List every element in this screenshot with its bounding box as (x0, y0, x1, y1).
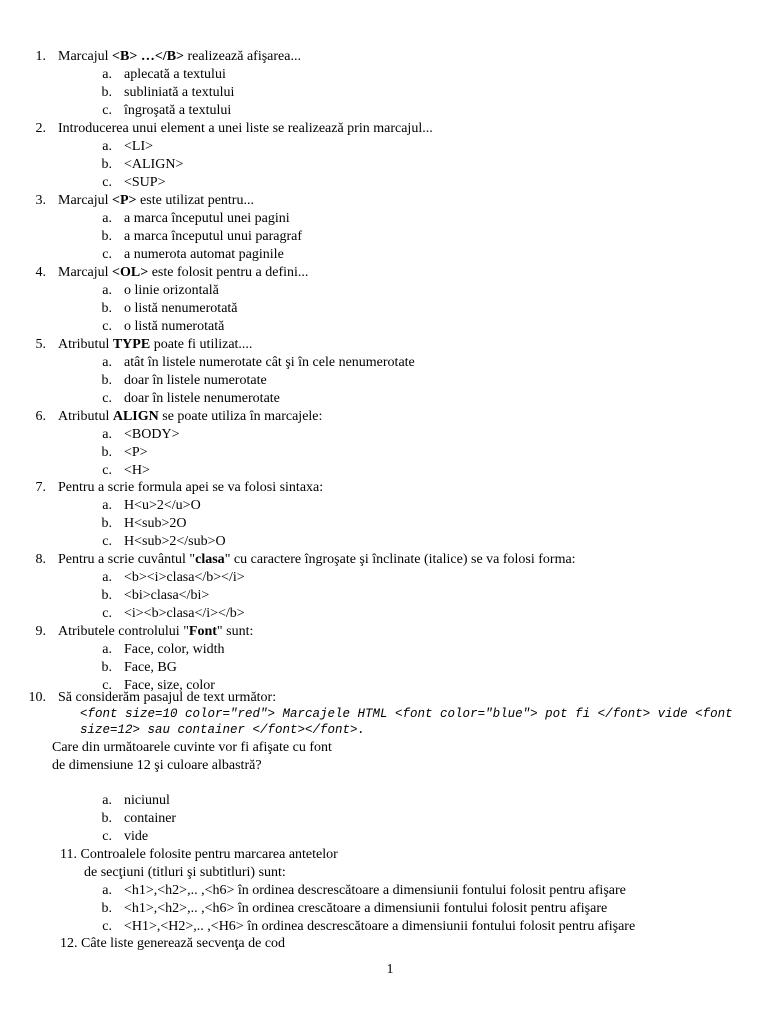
option-letter: b. (101, 373, 112, 388)
option-text: doar în listele nenumerotate (124, 391, 280, 406)
option-letter: b. (101, 229, 112, 244)
option-letter: a. (102, 139, 112, 154)
option-letter: a. (102, 283, 112, 298)
option-letter: a. (102, 883, 112, 898)
question-text: 11. Controalele folosite pentru marcarea antetelor (60, 847, 338, 862)
question-text: Pentru a scrie formula apei se va folosi sintaxa: (58, 480, 324, 495)
option-text: Face, BG (124, 660, 177, 675)
option-text: <bi>clasa</bi> (124, 588, 210, 603)
option-text: H<u>2</u>O (124, 498, 201, 513)
option-letter: a. (102, 498, 112, 513)
question-number: 1. (35, 49, 46, 64)
code-snippet-line: size=12> sau container </font></font>. (80, 723, 366, 737)
question-text: Să considerăm pasajul de text următor: (58, 690, 277, 705)
code-snippet-line: <font size=10 color="red"> Marcajele HTML <font color="blue"> pot fi </font> vide <font (80, 707, 733, 721)
question-text: Atributul ALIGN se poate utiliza în marcajele: (58, 409, 323, 424)
option-letter: c. (102, 919, 112, 934)
question-number: 2. (35, 121, 46, 136)
page-number: 1 (386, 962, 394, 977)
option-letter: a. (102, 67, 112, 82)
option-text: niciunul (124, 793, 170, 808)
option-letter: a. (102, 355, 112, 370)
question-number: 5. (35, 337, 46, 352)
question-text: Marcajul <P> este utilizat pentru... (58, 193, 254, 208)
question-number: 10. (28, 690, 46, 705)
option-letter: b. (101, 588, 112, 603)
option-letter: a. (102, 211, 112, 226)
question-text: Care din următoarele cuvinte vor fi afişate cu font (52, 740, 332, 755)
option-letter: c. (102, 463, 112, 478)
question-number: 9. (35, 624, 46, 639)
option-text: <H> (124, 463, 150, 478)
option-text: <BODY> (124, 427, 180, 442)
option-text: <SUP> (124, 175, 166, 190)
question-number: 8. (35, 552, 46, 567)
question-text: Pentru a scrie cuvântul "clasa" cu caractere îngroşate şi înclinate (italice) se va folosi forma: (58, 552, 576, 567)
option-letter: b. (101, 811, 112, 826)
option-text: aplecată a textului (124, 67, 226, 82)
question-text: Introducerea unui element a unei liste se realizează prin marcajul... (58, 121, 433, 136)
option-text: o linie orizontală (124, 283, 219, 298)
option-text: Face, color, width (124, 642, 225, 657)
option-text: <LI> (124, 139, 154, 154)
option-text: H<sub>2O (124, 516, 187, 531)
option-text: <ALIGN> (124, 157, 184, 172)
option-text: atât în listele numerotate cât şi în cele nenumerotate (124, 355, 415, 370)
question-text: Atributele controlului "Font" sunt: (58, 624, 254, 639)
option-text: o listă nenumerotată (124, 301, 238, 316)
option-letter: c. (102, 175, 112, 190)
option-text: Face, size, color (124, 678, 215, 693)
option-letter: c. (102, 829, 112, 844)
option-text: a marca începutul unui paragraf (124, 229, 303, 244)
option-letter: c. (102, 103, 112, 118)
option-text: <b><i>clasa</b></i> (124, 570, 245, 585)
option-letter: c. (102, 247, 112, 262)
question-text: 12. Câte liste generează secvenţa de cod (60, 936, 286, 951)
option-letter: b. (101, 301, 112, 316)
option-text: vide (124, 829, 149, 844)
option-text: o listă numerotată (124, 319, 225, 334)
option-letter: c. (102, 534, 112, 549)
option-text: <h1>,<h2>,.. ,<h6> în ordinea crescătoare a dimensiunii fontului folosit pentru afişare (124, 901, 608, 916)
option-letter: c. (102, 606, 112, 621)
option-text: doar în listele numerotate (124, 373, 267, 388)
option-letter: b. (101, 516, 112, 531)
option-letter: a. (102, 793, 112, 808)
option-letter: b. (101, 445, 112, 460)
option-letter: a. (102, 427, 112, 442)
option-text: îngroşată a textului (124, 103, 232, 118)
option-letter: b. (101, 85, 112, 100)
question-text: de dimensiune 12 şi culoare albastră? (52, 758, 262, 773)
option-text: a numerota automat paginile (124, 247, 284, 262)
question-number: 6. (35, 409, 46, 424)
option-letter: c. (102, 391, 112, 406)
question-text: Atributul TYPE poate fi utilizat.... (58, 337, 253, 352)
option-text: <P> (124, 445, 148, 460)
option-letter: a. (102, 570, 112, 585)
option-letter: b. (101, 901, 112, 916)
option-text: subliniată a textului (124, 85, 235, 100)
option-text: H<sub>2</sub>O (124, 534, 226, 549)
question-number: 3. (35, 193, 46, 208)
option-text: <h1>,<h2>,.. ,<h6> în ordinea descrescătoare a dimensiunii fontului folosit pentru afişare (124, 883, 626, 898)
option-text: container (124, 811, 177, 826)
option-text: <H1>,<H2>,.. ,<H6> în ordinea descrescătoare a dimensiunii fontului folosit pentru afişare (124, 919, 636, 934)
option-letter: a. (102, 642, 112, 657)
option-text: <i><b>clasa</i></b> (124, 606, 245, 621)
question-text: Marcajul <OL> este folosit pentru a defini... (58, 265, 309, 280)
option-letter: c. (102, 319, 112, 334)
option-letter: b. (101, 660, 112, 675)
question-text: de secţiuni (titluri şi subtitluri) sunt: (84, 865, 286, 880)
option-text: a marca începutul unei pagini (124, 211, 290, 226)
question-number: 7. (35, 480, 46, 495)
option-letter: b. (101, 157, 112, 172)
question-number: 4. (35, 265, 46, 280)
option-letter: c. (102, 678, 112, 693)
question-text: Marcajul <B> …</B> realizează afişarea... (58, 49, 301, 64)
